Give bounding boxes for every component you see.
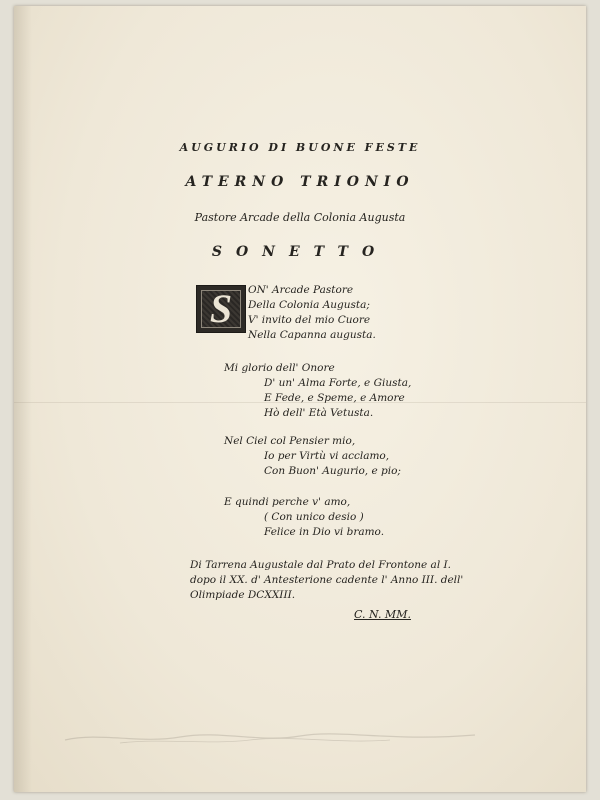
verse-line: ON' Arcade Pastore — [248, 284, 354, 296]
verse-line: Felice in Dio vi bramo. — [264, 526, 385, 538]
ink-bleed-through — [60, 728, 480, 748]
verse-line: Hò dell' Età Vetusta. — [264, 407, 374, 419]
dedication — [190, 558, 463, 603]
verse-line: Nella Capanna augusta. — [248, 329, 376, 341]
dedication-line: Di Tarrena Augustale dal Prato del Frontone al I. — [190, 559, 451, 571]
page-fold-shadow — [14, 6, 32, 792]
verse-line: Con Buon' Augurio, e pio; — [264, 465, 401, 477]
stanza-2 — [224, 361, 411, 421]
verse-line: E Fede, e Speme, e Amore — [264, 392, 405, 404]
initial-letter: S — [209, 286, 233, 331]
verse-line: Nel Ciel col Pensier mio, — [224, 435, 356, 447]
verse-line: E quindi perche v' amo, — [224, 496, 351, 508]
dedication-line: Olimpiade DCXXIII. — [190, 589, 296, 601]
verse-line: Della Colonia Augusta; — [248, 299, 370, 311]
verse-line: Mi glorio dell' Onore — [224, 362, 335, 374]
header-subtitle: Pastore Arcade della Colonia Augusta — [194, 211, 406, 224]
stanza-1 — [248, 283, 376, 343]
header-sonetto: SONETTO — [211, 244, 389, 260]
verse-line: V' invito del mio Cuore — [248, 314, 371, 326]
header-author: ATERNO TRIONIO — [185, 174, 415, 190]
dedication-line: dopo il XX. d' Antesterione cadente l' Anno III. dell' — [190, 574, 464, 586]
verse-line: Io per Virtù vi acclamo, — [264, 450, 390, 462]
stanza-4 — [224, 495, 384, 540]
verse-line: ( Con unico desio ) — [264, 511, 364, 523]
stanza-3 — [224, 434, 401, 479]
verse-line: D' un' Alma Forte, e Giusta, — [264, 377, 412, 389]
signature-initials: C. N. MM. — [354, 608, 411, 621]
header-greeting: AUGURIO DI BUONE FESTE — [179, 141, 421, 154]
decorated-initial — [196, 285, 246, 333]
